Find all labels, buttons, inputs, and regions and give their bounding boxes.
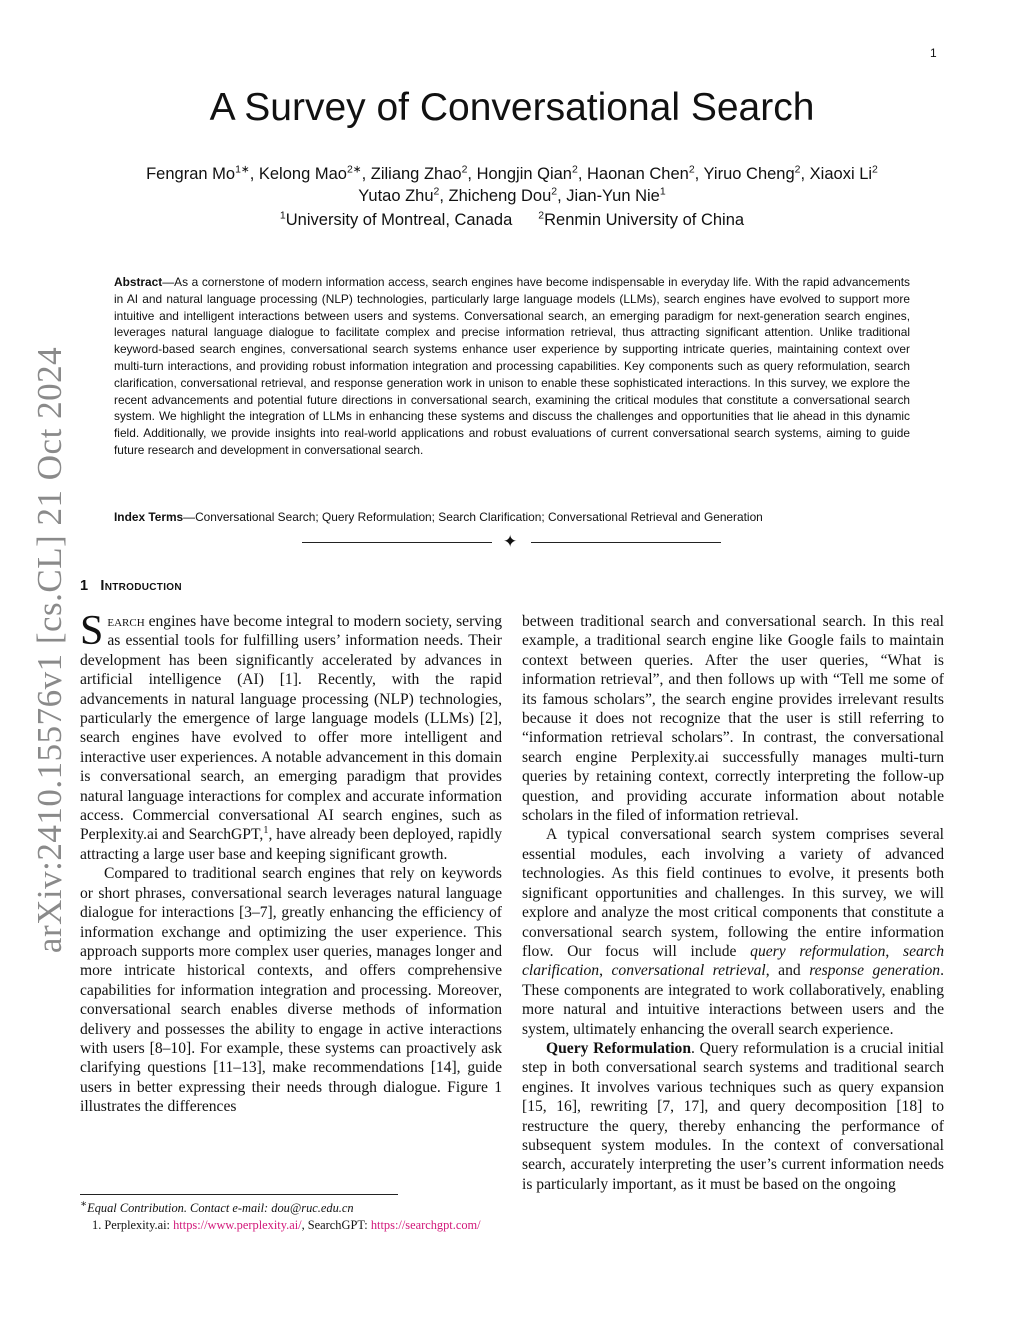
- intro-paragraph-2: Compared to traditional search engines that rely on keywords or short phrases, conversational search leverages natural language dialogue for interactions [3–7], greatly enhancing the efficiency of information exchange and optimizing the user experience. This approach supports more complex user queries, manages longer and more intricate historical contexts, and offers comprehensive capabilities for information integration and processing. Moreover, conversational search enables diverse methods of information delivery and possesses the ability to engage in active interactions with users [8–10]. For example, these systems can proactively ask clarifying questions [11–13], make recommendations [14], guide users in better expressing their needs through dialogue. Figure 1 illustrates the differences: [80, 865, 502, 1116]
- footnote-equal-contribution-text: Equal Contribution. Contact e-mail: dou@ruc.edu.cn: [87, 1201, 354, 1215]
- term-separator: ,: [885, 942, 903, 960]
- abstract: [114, 274, 910, 459]
- footnote-equal-contribution: [80, 1200, 502, 1217]
- affiliation-marker: 2: [538, 209, 545, 222]
- intro-paragraph-5-text: . Query reformulation is a crucial initial step in both conversational search systems and traditional search engines. It involves various techniques such as query expansion [15, 16], rewriting [7, 17], and query decomposition [18] to restructure the query, thereby enhancing the performance of subsequent system modules. In the context of conversational search, accurately interpreting the user’s current information needs is particularly important, as it must be based on the ongoing: [522, 1039, 944, 1193]
- intro-paragraph-5: [522, 1039, 944, 1194]
- intro-paragraph-1: [80, 608, 502, 864]
- term-query-reformulation: query reformulation: [750, 942, 886, 960]
- author-name: Haonan Chen: [586, 165, 689, 183]
- page-number: 1: [930, 46, 937, 60]
- term-separator: , and: [765, 962, 810, 980]
- perplexity-link[interactable]: https://www.perplexity.ai/: [173, 1218, 302, 1232]
- author-name: Zhicheng Dou: [448, 187, 552, 205]
- footnote-1-label: 1. Perplexity.ai:: [92, 1218, 174, 1232]
- paper-title: A Survey of Conversational Search: [209, 86, 815, 129]
- term-search-clarification: search clarification: [522, 942, 944, 980]
- index-terms-dash: —: [183, 510, 196, 524]
- intro-paragraph-1-text-b: , have already been deployed, rapidly attracting a large user base and keeping significant growth.: [80, 826, 502, 863]
- footnote-1: [80, 1217, 502, 1234]
- term-separator: ,: [599, 962, 612, 980]
- footnote-marker: 1: [263, 825, 269, 837]
- abstract-label: Abstract: [114, 275, 163, 289]
- author-affiliation-marker: 2: [433, 185, 440, 198]
- affiliation-montreal: University of Montreal, Canada: [285, 211, 513, 229]
- separator-rule-right: [531, 542, 721, 543]
- author-affiliation-marker: 2∗: [346, 163, 362, 176]
- drop-cap: S: [80, 608, 104, 654]
- separator-rule-left: [302, 542, 492, 543]
- affiliations: [0, 211, 1024, 230]
- author-name: Xiaoxi Li: [809, 165, 873, 183]
- intro-paragraph-4-text-a: A typical conversational search system comprises several essential modules, each involving a variety of advanced technologies. As this field continues to evolve, it presents both significant opportunities and challenges. In this survey, we will explore and analyze the most critical components that constitute a conversational search system, following the entire information flow. Our focus will include: [522, 826, 944, 960]
- index-terms-label: Index Terms: [114, 510, 184, 524]
- author-name: Hongjin Qian: [476, 165, 572, 183]
- footnote-rule: [80, 1194, 398, 1195]
- intro-paragraph-1-text-a: engines have become integral to modern society, serving as essential tools for fulfilling users’ information needs. Their development has been significantly accelerated by advances in artificial intelligence (AI) [1]. Recently, with the rapid advancements in natural language processing (NLP) technologies, particularly the emergence of large language models (LLMs) [2], search engines have evolved to offer more intelligent and interactive user experiences. A notable advancement in this domain is conversational search, an emerging paradigm that provides natural language interactions for complex and accurate information access. Commercial conversational AI search engines, such as Perplexity.ai and SearchGPT,: [80, 613, 502, 844]
- section-heading-introduction: [80, 578, 182, 594]
- author-name: Fengran Mo: [146, 165, 236, 183]
- author-name: Ziliang Zhao: [370, 165, 462, 183]
- author-list-line-1: Fengran $Mo^{1∗}$, Kelong Mao$^{2∗}$, Ziliang Zhao$^2$, Hongjin Qian$^2$, Haonan Chen$^2$, Yiruo Cheng$^2$, Xiaoxi Li$^2$: [146, 163, 878, 183]
- query-reformulation-heading: Query Reformulation: [546, 1039, 692, 1057]
- abstract-text: As a cornerstone of modern information access, search engines have become indispensable in everyday life. With the rapid advancements in AI and natural language processing (NLP) technologies, particularly large language models (LLMs), search engines have evolved to support more intuitive and intelligent interactions between users and systems. Conversational search, an emerging paradigm for next-generation search engines, leverages natural language dialogue to facilitate complex and precise information retrieval, thus attracting significant attention. Unlike traditional keyword-based search engines, conversational search systems enhance user experience by supporting intricate queries, maintaining context over multi-turn interactions, and providing robust information integration and processing capabilities. Key components such as query reformulation, search clarification, conversational retrieval, and response generation work in unison to enable these sophisticated interactions. In this survey, we explore the recent advancements and potential future directions in conversational search, examining the critical modules that constitute a conversational search system. We highlight the integration of LLMs in enhancing these systems and discuss the challenges and opportunities that lie ahead in this dynamic field. Additionally, we provide insights into real-world applications and robust evaluations of current conversational search systems, aiming to guide future research and development in conversational search.: [114, 275, 910, 457]
- term-response-generation: response generation: [809, 962, 941, 980]
- intro-paragraph-4: [522, 825, 944, 1038]
- affiliation-renmin: Renmin University of China: [544, 211, 745, 229]
- author-affiliation-marker: 2: [872, 163, 878, 176]
- abstract-dash: —: [162, 275, 175, 289]
- author-affiliation-marker: 2: [461, 163, 468, 176]
- author-affiliation-marker: 2: [688, 163, 695, 176]
- section-number: 1: [80, 578, 89, 594]
- index-terms: [114, 509, 910, 526]
- author-name: Yutao Zhu: [358, 187, 434, 205]
- author-name: Jian-Yun Nie: [566, 187, 660, 205]
- author-name: Yiruo Cheng: [703, 165, 795, 183]
- intro-paragraph-3: between traditional search and conversational search. In this real example, a traditional search engine like Google fails to maintain context between queries. After the user queries, “What is information retrieval”, and then follows up with “Tell me some of its famous scholars”, the search engine provides irrelevant results because it does not recognize that the user is still referring to “information retrieval scholars”. In contrast, the conversational search engine Perplexity.ai successfully manages multi-turn queries by retaining context, correctly interpreting the follow-up question, and providing accurate information about notable scholars in the filed of information retrieval.: [522, 613, 944, 825]
- affiliation-marker: 1: [279, 209, 286, 222]
- author-affiliation-marker: 2: [551, 185, 558, 198]
- drop-cap-continuation: earch: [107, 613, 145, 630]
- term-conversational-retrieval: conversational retrieval: [611, 962, 766, 980]
- author-affiliation-marker: 1: [659, 185, 666, 198]
- right-text-column: [522, 612, 944, 1194]
- index-terms-text: Conversational Search; Query Reformulation; Search Clarification; Conversational Retrieval and Generation: [195, 510, 763, 524]
- footnote-star-marker: ∗: [80, 1198, 88, 1210]
- author-affiliation-marker: 2: [571, 163, 578, 176]
- intro-paragraph-4-text-b: . These components are integrated to work collaboratively, enabling more natural and intuitive interactions between users and the system, ultimately enhancing the overall search experience.: [522, 962, 945, 1038]
- section-title: Introduction: [100, 578, 182, 594]
- author-affiliation-marker: 2: [794, 163, 801, 176]
- footnote-1-middle: , SearchGPT:: [301, 1218, 371, 1232]
- left-text-column: [80, 608, 502, 1117]
- author-name: Kelong Mao: [258, 165, 347, 183]
- separator-diamond-icon: ✦: [503, 532, 518, 551]
- searchgpt-link[interactable]: https://searchgpt.com/: [370, 1218, 481, 1232]
- author-affiliation-marker: 1∗: [235, 163, 250, 176]
- arxiv-identifier-stamp: arXiv:2410.15576v1 [cs.CL] 21 Oct 2024: [30, 346, 69, 954]
- author-list-line-2: Yutao Zhu$^2$, Zhicheng Dou$^2$, Jian-Yun Nie$^1$: [358, 185, 666, 205]
- footnotes: [80, 1200, 502, 1234]
